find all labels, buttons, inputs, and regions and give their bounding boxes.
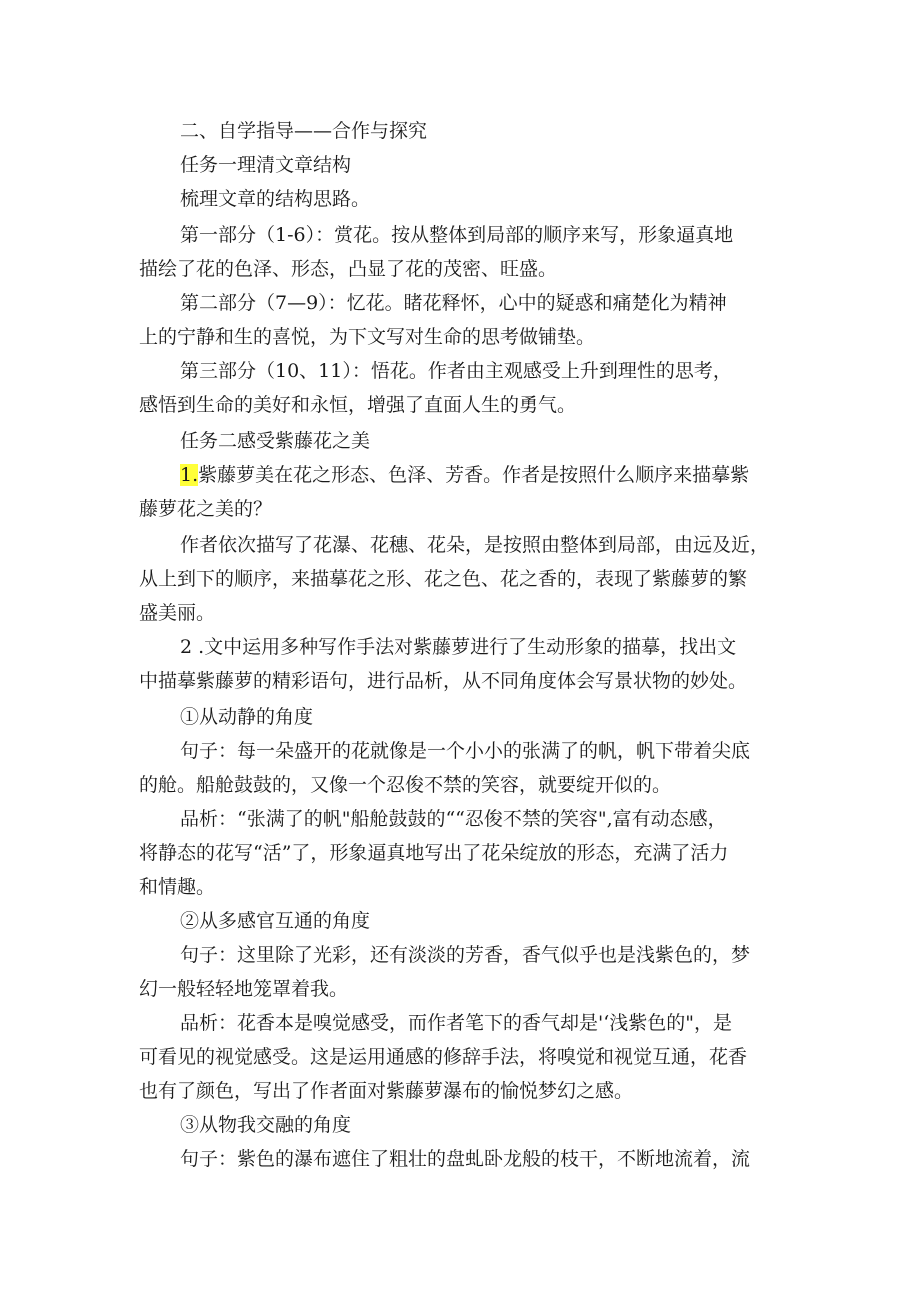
part2-line1: 第二部分（7—9）：忆花。睹花释怀，心中的疑惑和痛楚化为精神 bbox=[180, 292, 727, 314]
q1-line1 bbox=[180, 462, 749, 488]
angle2-sentence-line1: 句子：这里除了光彩，还有淡淡的芳香，香气似乎也是浅紫色的，梦 bbox=[180, 944, 751, 966]
task2-title: 任务二感受紫藤花之美 bbox=[180, 430, 371, 452]
q1-answer-line2: 从上到下的顺序，来描摹花之形、花之色、花之香的，表现了紫藤萝的繁 bbox=[139, 568, 748, 590]
q2-line1: 2 .文中运用多种写作手法对紫藤萝进行了生动形象的描摹，找出文 bbox=[180, 636, 737, 658]
angle2-analysis-line1: 品析：花香本是嗅觉感受，而作者笔下的香气却是'‘浅紫色的"，是 bbox=[180, 1012, 733, 1034]
q1-answer-line3: 盛美丽。 bbox=[139, 602, 216, 624]
part1-line1: 第一部分（1-6）：赏花。按从整体到局部的顺序来写，形象逼真地 bbox=[180, 224, 734, 246]
angle1-analysis-line1: 品析：“张满了的帆"船舱鼓鼓的““忍俊不禁的笑容",富有动态感， bbox=[180, 808, 727, 830]
angle2-analysis-line3: 也有了颜色，写出了作者面对紫藤萝瀑布的愉悦梦幻之感。 bbox=[139, 1080, 634, 1102]
angle3-sentence-line1: 句子：紫色的瀑布遮住了粗壮的盘虬卧龙般的枝干，不断地流着，流 bbox=[180, 1148, 751, 1170]
angle3-title: ③从物我交融的角度 bbox=[180, 1114, 352, 1136]
task1-title: 任务一理清文章结构 bbox=[180, 154, 352, 176]
q2-line2: 中描摹紫藤萝的精彩语句，进行品析，从不同角度体会写景状物的妙处。 bbox=[139, 670, 748, 692]
angle2-analysis-line2: 可看见的视觉感受。这是运用通感的修辞手法，将嗅觉和视觉互通，花香 bbox=[139, 1046, 748, 1068]
q1-answer-line1: 作者依次描写了花瀑、花穗、花朵，是按照由整体到局部，由远及近， bbox=[180, 534, 770, 556]
task1-intro: 梳理文章的结构思路。 bbox=[180, 188, 371, 210]
part3-line1: 第三部分（10、11）：悟花。作者由主观感受上升到理性的思考， bbox=[180, 360, 732, 382]
q1-text: 紫藤萝美在花之形态、色泽、芳香。作者是按照什么顺序来描摹紫 bbox=[198, 464, 750, 486]
section-heading: 二、自学指导——合作与探究 bbox=[180, 120, 428, 142]
part1-line2: 描绘了花的色泽、形态，凸显了花的茂密、旺盛。 bbox=[139, 258, 558, 280]
part3-line2: 感悟到生命的美好和永恒，增强了直面人生的勇气。 bbox=[139, 394, 577, 416]
angle2-sentence-line2: 幻一般轻轻地笼罩着我。 bbox=[139, 978, 349, 1000]
angle1-title: ①从动静的角度 bbox=[180, 706, 314, 728]
angle1-analysis-line2: 将静态的花写“活”了，形象逼真地写出了花朵绽放的形态，充满了活力 bbox=[139, 842, 729, 864]
angle1-sentence-line2: 的舱。船舱鼓鼓的，又像一个忍俊不禁的笑容，就要绽开似的。 bbox=[139, 774, 672, 796]
part2-line2: 上的宁静和生的喜悦，为下文写对生命的思考做铺垫。 bbox=[139, 326, 596, 348]
q1-number-highlight: 1. bbox=[180, 464, 199, 486]
angle1-analysis-line3: 和情趣。 bbox=[139, 876, 216, 898]
q1-line2: 藤萝花之美的？ bbox=[139, 498, 273, 520]
angle1-sentence-line1: 句子：每一朵盛开的花就像是一个小小的张满了的帆，帆下带着尖底 bbox=[180, 740, 751, 762]
angle2-title: ②从多感官互通的角度 bbox=[180, 910, 371, 932]
